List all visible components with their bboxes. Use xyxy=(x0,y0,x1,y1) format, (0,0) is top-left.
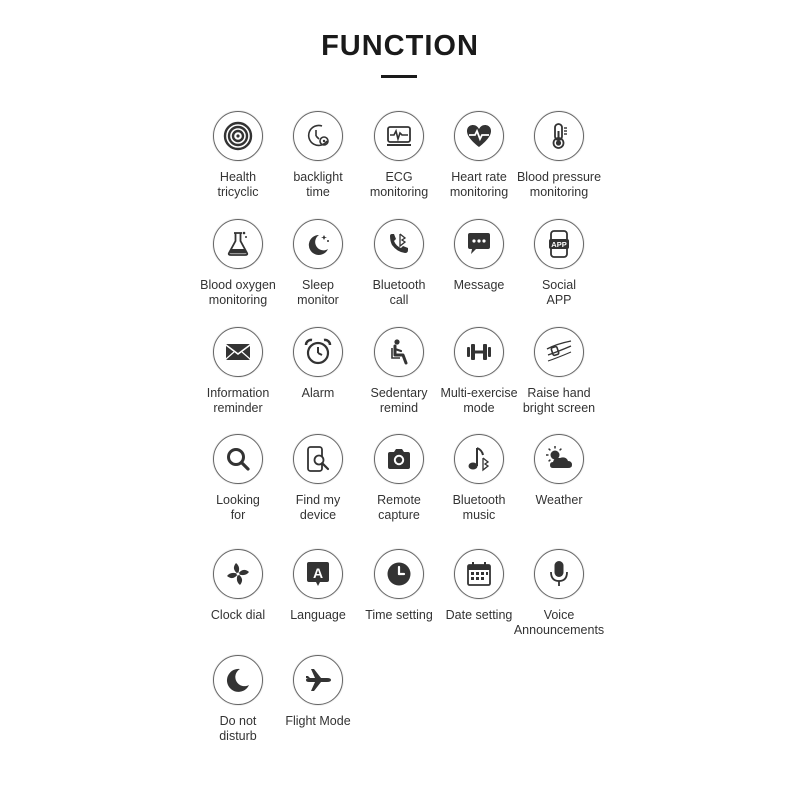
crescent-moon-icon xyxy=(213,655,263,705)
alarm-clock-icon xyxy=(293,327,343,377)
feature-label: Information reminder xyxy=(206,386,270,415)
feature-label: Blood pressure monitoring xyxy=(516,170,602,199)
feature-label: Find my device xyxy=(295,493,341,522)
feature-item xyxy=(193,549,283,623)
feature-item xyxy=(193,655,283,743)
feature-label: Flight Mode xyxy=(285,714,351,728)
feature-label: Time setting xyxy=(365,608,433,622)
feature-item xyxy=(273,111,363,199)
feature-label: Health tricyclic xyxy=(217,170,259,199)
feature-label: Blood oxygen monitoring xyxy=(200,278,276,307)
feature-item xyxy=(434,111,524,199)
feature-item xyxy=(354,549,444,623)
sun-cloud-icon xyxy=(534,434,584,484)
feature-label: Bluetooth music xyxy=(452,493,506,522)
search-icon xyxy=(213,434,263,484)
feature-item xyxy=(434,327,524,415)
moon-stars-icon xyxy=(293,219,343,269)
thermometer-icon xyxy=(534,111,584,161)
feature-item xyxy=(434,434,524,522)
feature-label: Heart rate monitoring xyxy=(449,170,509,199)
feature-item xyxy=(193,434,283,522)
feature-item xyxy=(354,434,444,522)
feature-item xyxy=(514,327,604,415)
feature-label: Looking for xyxy=(216,493,260,522)
feature-item xyxy=(193,111,283,199)
feature-label: Sedentary remind xyxy=(370,386,428,415)
feature-item xyxy=(514,111,604,199)
heart-pulse-icon xyxy=(454,111,504,161)
seated-person-icon xyxy=(374,327,424,377)
feature-item xyxy=(193,219,283,307)
feature-label: Raise hand bright screen xyxy=(522,386,596,415)
feature-label: Date setting xyxy=(445,608,513,622)
svg-text:APP: APP xyxy=(551,240,567,249)
envelope-icon xyxy=(213,327,263,377)
page-title: FUNCTION xyxy=(321,30,479,62)
feature-label: Voice Announcements xyxy=(513,608,605,637)
camera-icon xyxy=(374,434,424,484)
feature-item xyxy=(354,111,444,199)
feature-item xyxy=(273,434,363,522)
clock-icon xyxy=(374,549,424,599)
feature-item xyxy=(514,434,604,508)
dumbbell-icon xyxy=(454,327,504,377)
ecg-monitor-icon xyxy=(374,111,424,161)
feature-label: Bluetooth call xyxy=(372,278,426,307)
feature-item xyxy=(273,549,363,623)
backlight-timer-icon xyxy=(293,111,343,161)
wrist-band-icon xyxy=(534,327,584,377)
feature-item xyxy=(514,549,604,637)
feature-label: Alarm xyxy=(301,386,335,400)
feature-item xyxy=(514,219,604,307)
rings-icon xyxy=(213,111,263,161)
pinwheel-icon xyxy=(213,549,263,599)
music-note-icon xyxy=(454,434,504,484)
feature-label: ECG monitoring xyxy=(369,170,429,199)
feature-item xyxy=(354,219,444,307)
feature-item xyxy=(273,327,363,401)
feature-item xyxy=(273,219,363,307)
feature-item xyxy=(273,655,363,729)
feature-item xyxy=(354,327,444,415)
flask-icon xyxy=(213,219,263,269)
feature-label: Remote capture xyxy=(377,493,421,522)
feature-label: Do not disturb xyxy=(219,714,257,743)
airplane-icon xyxy=(293,655,343,705)
feature-label: Clock dial xyxy=(210,608,266,622)
feature-label: Language xyxy=(290,608,346,622)
feature-item xyxy=(193,327,283,415)
feature-label: Message xyxy=(453,278,505,292)
bluetooth-phone-icon xyxy=(374,219,424,269)
feature-label: Social APP xyxy=(541,278,577,307)
feature-label: backlight time xyxy=(293,170,343,199)
feature-item xyxy=(434,549,524,623)
svg-text:A: A xyxy=(312,565,324,581)
app-phone-icon xyxy=(534,219,584,269)
feature-label: Sleep monitor xyxy=(297,278,339,307)
feature-label: Multi-exercise mode xyxy=(440,386,518,415)
feature-label: Weather xyxy=(535,493,583,507)
find-phone-icon xyxy=(293,434,343,484)
feature-item xyxy=(434,219,524,293)
language-icon xyxy=(293,549,343,599)
microphone-icon xyxy=(534,549,584,599)
message-bubble-icon xyxy=(454,219,504,269)
calendar-icon xyxy=(454,549,504,599)
